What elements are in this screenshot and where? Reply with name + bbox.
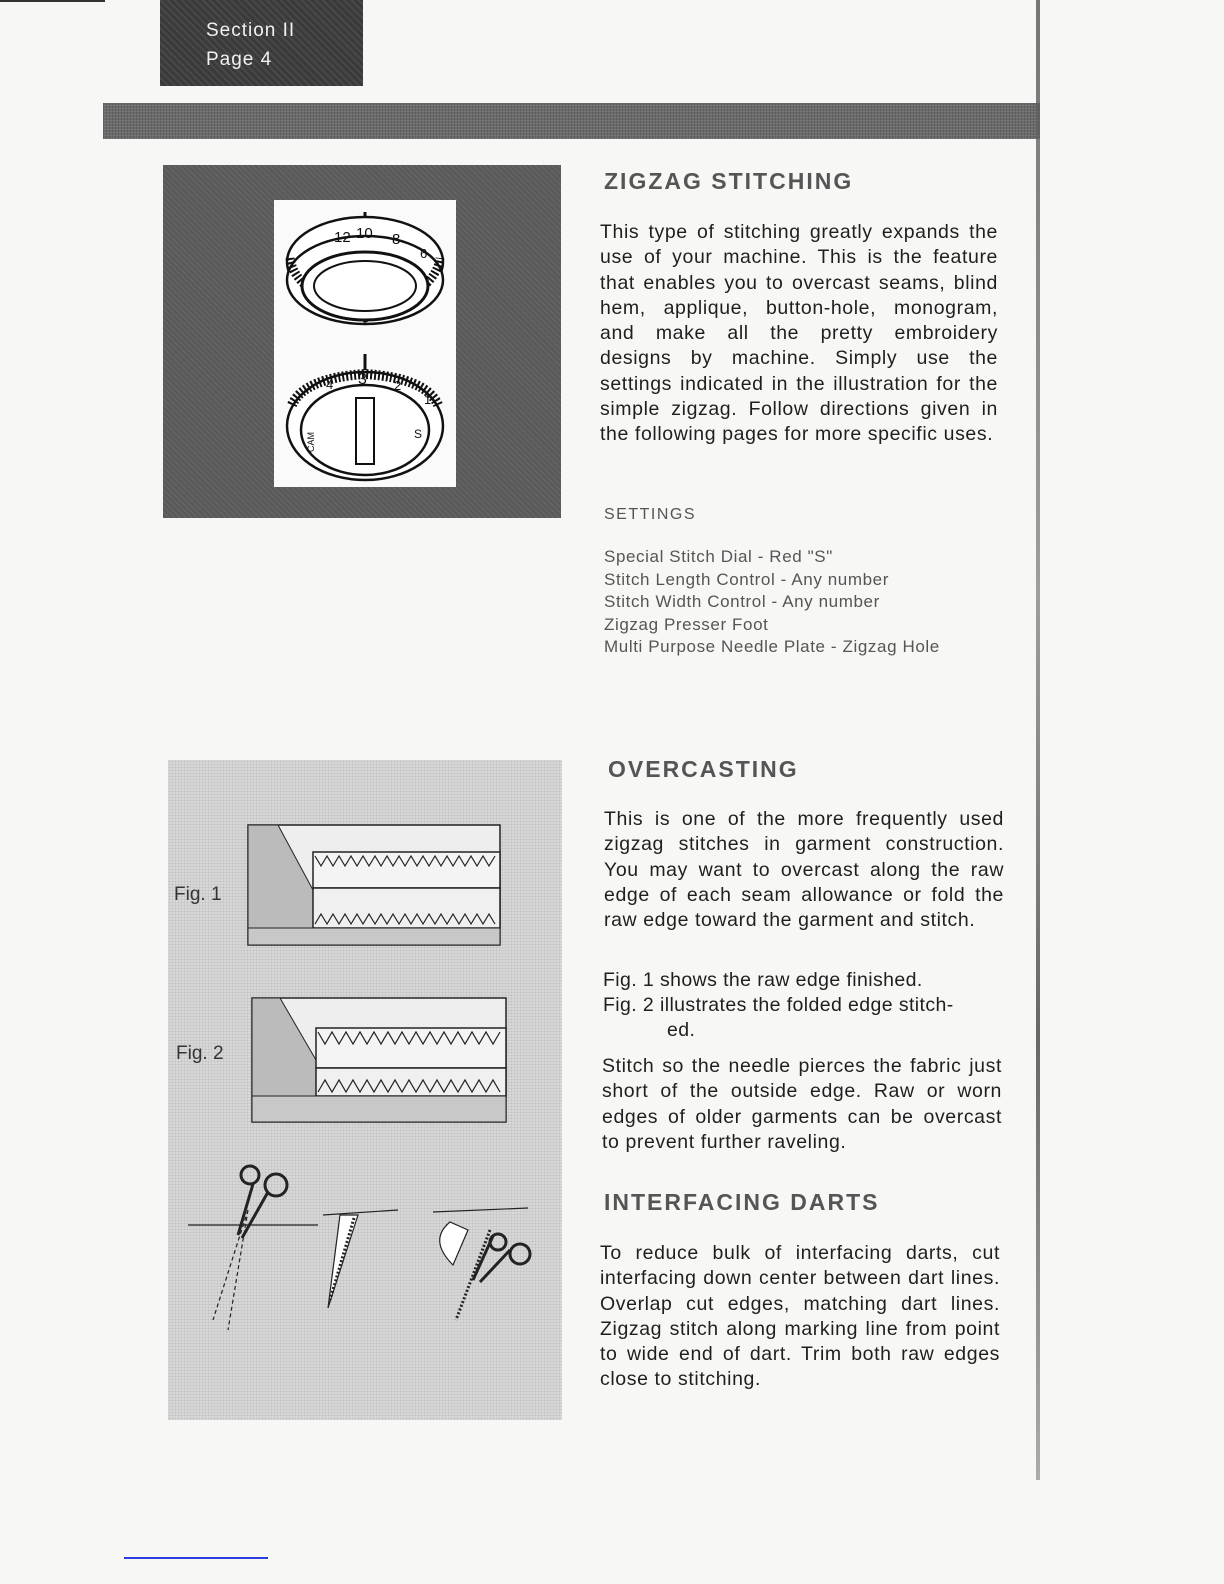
fig2-reference-cont: ed. xyxy=(667,1019,696,1041)
s-label: S xyxy=(414,427,423,441)
section-header xyxy=(160,0,363,86)
length-number-3: 3 xyxy=(358,371,367,388)
fig2-reference: Fig. 2 illustrates the folded edge stitch- xyxy=(603,994,954,1016)
figure-references xyxy=(603,968,954,1043)
header-banner xyxy=(103,103,1040,139)
overcasting-heading: OVERCASTING xyxy=(608,756,799,782)
setting-item: Stitch Width Control - Any number xyxy=(604,592,880,612)
settings-list xyxy=(604,546,940,659)
darts-paragraph: To reduce bulk of interfacing darts, cut interfacing down center between dart lines. Overlap cut edges, matching dart lines. Zigzag stitch along marking line from point to wide end of dart. Trim both raw edges close to stitching. xyxy=(600,1242,1000,1391)
zigzag-heading: ZIGZAG STITCHING xyxy=(604,168,854,194)
section-label: Section II xyxy=(206,20,296,41)
overcasting-figure-panel xyxy=(168,760,562,1420)
length-number-1: 1 xyxy=(424,392,432,407)
setting-item: Stitch Length Control - Any number xyxy=(604,569,889,589)
dial-illustration xyxy=(274,200,456,487)
setting-item: Special Stitch Dial - Red "S" xyxy=(604,547,833,566)
length-number-4: 4 xyxy=(326,377,334,392)
darts-heading: INTERFACING DARTS xyxy=(604,1189,880,1215)
cam-label: CAM xyxy=(306,432,316,452)
fig2-label: Fig. 2 xyxy=(176,1043,224,1064)
settings-heading: SETTINGS xyxy=(604,506,697,523)
fig1-label: Fig. 1 xyxy=(174,884,222,905)
zigzag-paragraph: This type of stitching greatly expands the use of your machine. This is the feature that enables you to overcast seams, blind hem, applique, button-hole, monogram, and make all the pretty embroidery designs by machine. Simply use the settings indicated in the illustration for the simple zigzag. Follow directions given in the following pages for more specific uses. xyxy=(600,221,998,446)
stitch-width-dial xyxy=(287,212,443,324)
stitch-length-dial xyxy=(287,354,443,480)
length-number-2: 2 xyxy=(394,378,402,393)
overcasting-drawing xyxy=(168,760,562,1420)
width-number-8: 8 xyxy=(392,231,401,248)
top-rule xyxy=(0,0,105,2)
page-label: Page 4 xyxy=(206,49,273,70)
overcasting-paragraph: This is one of the more frequently used zigzag stitches in garment construction. You may want to overcast along the raw edge of each seam allowance or fold the raw edge toward the garment and stitch. xyxy=(604,808,1004,932)
setting-item: Multi Purpose Needle Plate - Zigzag Hole xyxy=(604,637,940,657)
fig1-reference: Fig. 1 shows the raw edge finished. xyxy=(603,969,923,991)
overcasting-paragraph-2: Stitch so the needle pierces the fabric just short of the outside edge. Raw or worn edges of older garments can be overcast to prevent further raveling. xyxy=(602,1055,1002,1153)
width-number-10: 10 xyxy=(356,225,373,242)
page-edge xyxy=(1036,0,1040,1480)
setting-item: Zigzag Presser Foot xyxy=(604,614,769,634)
width-number-6: 6 xyxy=(420,246,428,261)
dart-sequence-drawing xyxy=(188,1166,530,1330)
fig2-drawing xyxy=(252,998,506,1122)
bottom-link-rule xyxy=(124,1557,268,1559)
fig1-drawing xyxy=(248,825,500,945)
dials-drawing xyxy=(274,200,456,487)
width-number-12: 12 xyxy=(334,229,351,246)
